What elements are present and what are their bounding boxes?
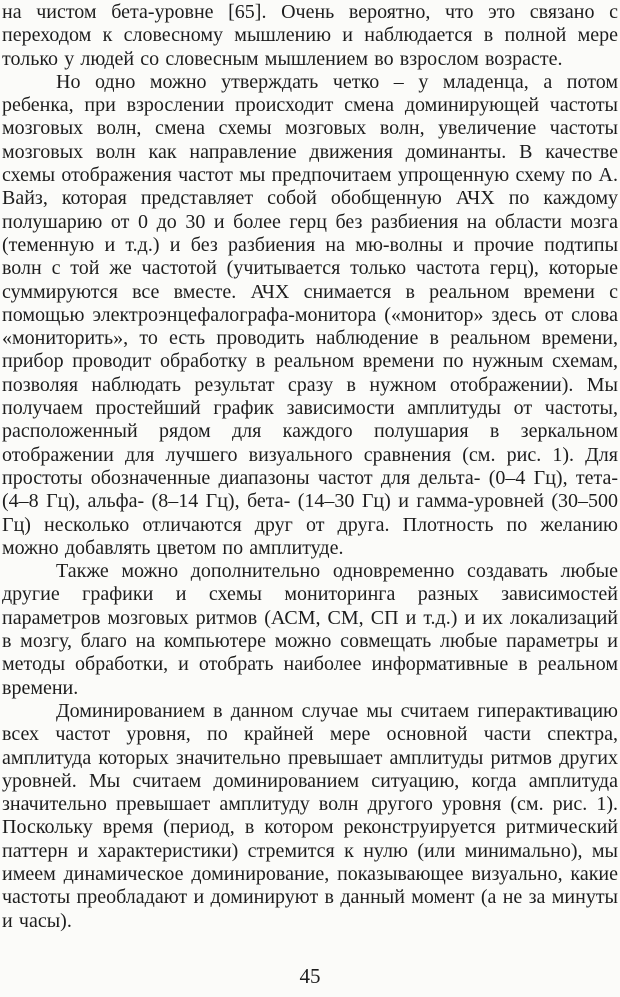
paragraph: Доминированием в данном случае мы считаем гиперактивацию всех частот уровня, по крайней мере основной части спектра, амплитуда которых значительно превышает амплитуды ритмов других уровней. Мы считаем доминированием ситуацию, когда амплитуда значительно превышает амплитуду волн другого уровня (см. рис. 1). Поскольку время (период, в котором реконструируется ритмический паттерн и характеристики) стремится к нулю (или минимально), мы имеем динамическое доминирование, показывающее визуально, какие частоты преобладают и доминируют в данный момент (а не за минуты и часы). — [2, 699, 618, 932]
paragraph-continuation: на чистом бета-уровне [65]. Очень вероятно, что это связано с переходом к словесному мышлению и наблюдается в полной мере только у людей со словесным мышлением во взрослом возрасте. — [2, 1, 618, 70]
paragraph: Также можно дополнительно одновременно создавать любые другие графики и схемы мониторинга разных зависимостей параметров мозговых ритмов (АСМ, СМ, СП и т.д.) и их локализаций в мозгу, благо на компьютере можно совмещать любые параметры и методы обработки, и отобрать наиболее информативные в реальном времени. — [2, 560, 618, 699]
paragraph: Но одно можно утверждать четко – у младенца, а потом ребенка, при взрослении происходит смена доминирующей частоты мозговых волн, смена схемы мозговых волн, увеличение частоты мозговых волн как направление движения доминанты. В качестве схемы отображения частот мы предпочитаем упрощенную схему по А. Вайз, которая представляет собой обобщенную АЧХ по каждому полушарию от 0 до 30 и более герц без разбиения на области мозга (теменную и т.д.) и без разбиения на мю-волны и прочие подтипы волн с той же частотой (учитывается только частота герц), которые суммируются все вместе. АЧХ снимается в реальном времени с помощью электроэнцефалографа-монитора («монитор» здесь от слова «мониторить», то есть проводить наблюдение в реальном времени, прибор проводит обработку в реальном времени по нужным схемам, позволяя наблюдать результат сразу в нужном отображении). Мы получаем простейший график зависимости амплитуды от частоты, расположенный рядом для каждого полушария в зеркальном отображении для лучшего визуального сравнения (см. рис. 1). Для простоты обозначенные диапазоны частот для дельта- (0–4 Гц), тета- (4–8 Гц), альфа- (8–14 Гц), бета- (14–30 Гц) и гамма-уровней (30–500 Гц) несколько отличаются друг от друга. Плотность по желанию можно добавлять цветом по амплитуде. — [2, 70, 618, 559]
page-number: 45 — [299, 964, 321, 988]
body-text-block — [2, 1, 618, 933]
